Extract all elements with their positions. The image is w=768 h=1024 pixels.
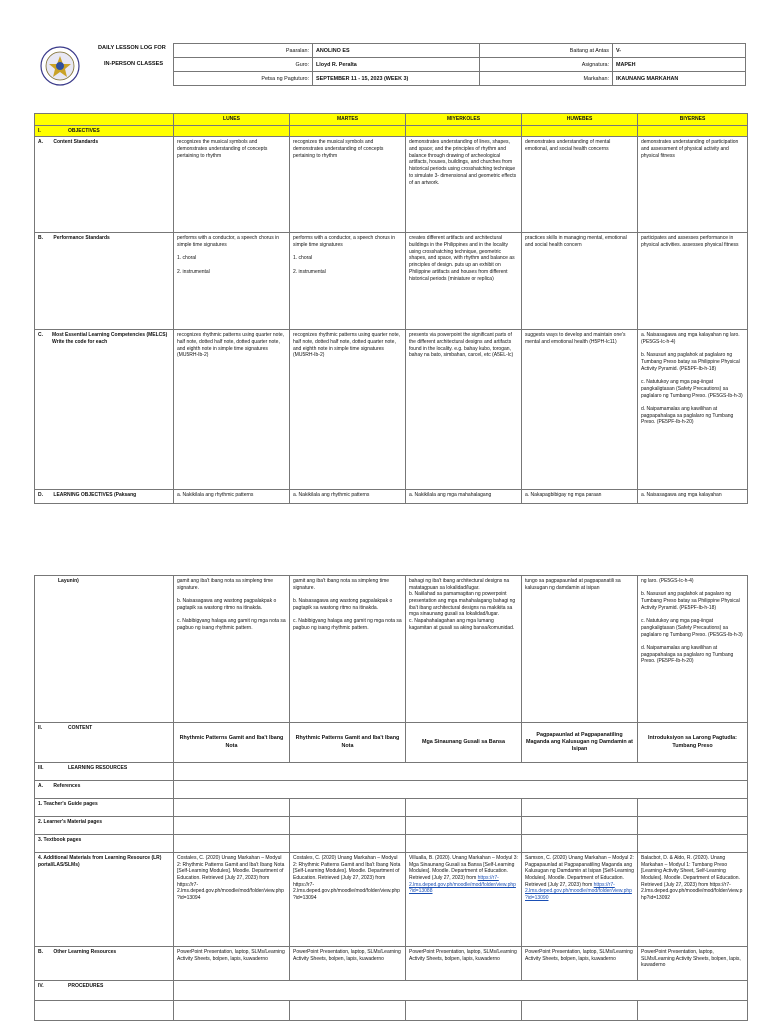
learning-objectives-cell: tungo sa pagpapaunlad at pagpapanatili sa kalusugan ng damdamin at isipan	[522, 576, 638, 723]
learning-objectives-cell: bahagi ng iba't ibang architectural designs na matatagpuan sa lokalidad/lugar. b. Naiilahad sa pamamagitan ng powerpoint presentation ang mga mahahalagang bahagi ng iba't ibang architectural designs na makikita sa mga sinaunang gusali sa lokalidad/lugar. c. Napahahalagahan ang mga lumang kagamitan at gusali sa aking bansa/komunidad.	[406, 576, 522, 723]
content-standards-cell: recognizes the musical symbols and demonstrates understanding of concepts pertaining to rhythm	[290, 137, 406, 233]
melcs-cell: a. Naisasagawa ang mga kalayahan ng laro. (PE5GS-Ic-h-4) b. Nasusuri ang paglahok at paglalaro ng Tumbang Preso batay sa Philippine Physical Activity Pyramid. (PE5PF-Ib-h-18) c. Natutukoy ang mga pag-iingat pangkaligtasan (Safety Precautions) sa paglalaro ng Tumbang Preso. (PE5GS-Ib-h-3) d. Naipamamalas ang kawilihan at pagpapahalaga sa paglalaro ng Tumbang Preso. (PE5PF-Ib-h-20)	[638, 330, 748, 490]
objectives-heading: I. OBJECTIVES	[35, 125, 174, 137]
date-value: SEPTEMBER 11 - 15, 2023 (WEEK 3)	[313, 72, 480, 86]
content-cell: Introduksiyon sa Larong Pagtudla: Tumbang Preso	[638, 723, 748, 763]
melcs-cell: presents via powerpoint the significant parts of the different architectural designs and artifacts found in the locality. e.g. bahay kubo, torogan, bahay na bato, simbahan, carcel, etc (A5EL-Ic)	[406, 330, 522, 490]
procedures-next-row	[35, 1001, 748, 1021]
learning-objectives-cell: gamit ang iba't ibang nota sa simpleng time signature. b. Naisasagawa ang wastong pagpalakpak o pagtapik sa wastong ritmo na itinakda. c. Nabibigyang halaga ang gamit ng mga nota sa pagbuo ng isang rhythmic pattern.	[174, 576, 290, 723]
performance-standards-cell: performs with a conductor, a speech chorus in simple time signatures 1. choral 2. instrumental	[174, 233, 290, 330]
procedures-row	[35, 981, 748, 1001]
performance-standards-cell: practices skills in managing mental, emotional and social health concern	[522, 233, 638, 330]
teachers-guide-row	[35, 799, 748, 817]
content-standards-heading: A. Content Standards	[35, 137, 174, 233]
page-gap	[0, 545, 768, 575]
additional-materials-cell: Costales, C. (2020) Unang Markahan – Modyul 2: Rhythmic Patterns Gamit and Iba't Ibang Nota [Self-Learning Modules]. Moodle. Department of Education. Retrieved (July 27, 2023) from https://r7-2.lms.deped.gov.ph/moodle/mod/folder/view.php?id=13094	[290, 853, 406, 947]
content-heading: II. CONTENT	[35, 723, 174, 763]
quarter-value: IKAUNANG MARKAHAN	[613, 72, 746, 86]
log-title: DAILY LESSON LOG FOR	[98, 45, 166, 51]
learning-objectives-cont-row	[35, 576, 748, 723]
subject-value: MAPEH	[613, 58, 746, 72]
other-resources-cell: PowerPoint Presentation, laptop, SLMs/Learning Activity Sheets, bolpen, lapis, kuwaderno	[638, 947, 748, 981]
day-tuesday: MARTES	[290, 114, 406, 126]
other-resources-cell: PowerPoint Presentation, laptop, SLMs/Learning Activity Sheets, bolpen, lapis, kuwaderno	[406, 947, 522, 981]
log-subtitle: IN-PERSON CLASSES	[104, 61, 164, 67]
textbook-row	[35, 835, 748, 853]
performance-standards-row	[35, 233, 748, 330]
learners-material-row	[35, 817, 748, 835]
learning-objectives-cell: gamit ang iba't ibang nota sa simpleng time signature. b. Naisasagawa ang wastong pagpalakpak o pagtapik sa wastong ritmo na itinakda. c. Nabibigyang halaga ang gamit ng mga nota sa pagbuo ng isang rhythmic pattern.	[290, 576, 406, 723]
school-value: ANOLINO ES	[313, 44, 480, 58]
school-label: Paaralan:	[174, 44, 313, 58]
teachers-guide-heading: 1. Teacher's Guide pages	[35, 799, 174, 817]
content-standards-cell: demonstrates understanding of lines, shapes, and space; and the principles of rhythm and balance through drawing of archeological artifacts, houses, buildings, and churches from historical periods using crosshatching technique to simulate 3- dimensional and geometric effects of an artwork.	[406, 137, 522, 233]
additional-materials-heading: 4. Additional Materials from Learning Resource (LR) portal/LAS/SLMs)	[35, 853, 174, 947]
other-resources-heading: B. Other Learning Resources	[35, 947, 174, 981]
day-friday: BIYERNES	[638, 114, 748, 126]
learning-resources-heading: III. LEARNING RESOURCES	[35, 763, 174, 781]
learning-objectives-cell: a. Nakikilala ang rhythmic patterns	[290, 490, 406, 504]
content-cell: Mga Sinaunang Gusali sa Bansa	[406, 723, 522, 763]
teacher-label: Guro:	[174, 58, 313, 72]
grade-value: V-	[613, 44, 746, 58]
learning-resources-row	[35, 763, 748, 781]
melcs-row	[35, 330, 748, 490]
performance-standards-cell: performs with a conductor, a speech chorus in simple time signatures 1. choral 2. instrumental	[290, 233, 406, 330]
additional-materials-row	[35, 853, 748, 947]
learners-material-heading: 2. Learner's Material pages	[35, 817, 174, 835]
melcs-heading: C. Most Essential Learning Competencies (MELCS) Write the code for each	[35, 330, 174, 490]
additional-materials-cell: Samson, C. (2020) Unang Markahan – Modyul 2: Pagpapaunlad at Pagpapanatiling Maganda ang Kalusugan ng Damdamin at Isipan [Self-Learning Modules]. Moodle. Department of Education. Retrieved (July 27, 2023) from https://r7-2.lms.deped.gov.ph/moodle/mod/folder/view.php?id=13090	[522, 853, 638, 947]
other-resources-row	[35, 947, 748, 981]
day-wednesday: MIYERKOLES	[406, 114, 522, 126]
performance-standards-heading: B. Performance Standards	[35, 233, 174, 330]
grade-label: Baitang at Antas	[480, 44, 613, 58]
subject-label: Asignatura:	[480, 58, 613, 72]
additional-materials-cell: Balacbot, D. & Aldo, R. (2020). Unang Markahan – Modyul 1: Tumbang Preso [Learning Activity Sheet, Self-Learning Modules]. Moodle. Department of Education. Retrieved (July 27, 2023) from https://r7-2.lms.deped.gov.ph/moodle/mod/folder/view.php?id=13092	[638, 853, 748, 947]
content-standards-row	[35, 137, 748, 233]
textbook-heading: 3. Textbook pages	[35, 835, 174, 853]
deped-seal-icon	[40, 46, 80, 86]
performance-standards-cell: creates different artifacts and architectural buildings in the Philippines and in the locality using crosshatching technique, geometric shapes, and space, with rhythm and balance as principles of design. puts up an exhibit on Philippine artifacts and houses from different historical periods (miniature or replica)	[406, 233, 522, 330]
lesson-log-table-page2	[34, 575, 748, 1021]
learning-objectives-row	[35, 490, 748, 504]
melcs-cell: recognizes rhythmic patterns using quarter note, half note, dotted half note, dotted quarter note, and eighth note in simple time signatures (MU5RH-Ib-2)	[174, 330, 290, 490]
additional-materials-cell: Villualla, B. (2020). Unang Markahan – Modyul 3: Mga Sinaunang Gusali sa Bansa [Self-Learning Modules]. Moodle. Department of Education. Retrieved (July 27, 2023) from https://r7-2.lms.deped.gov.ph/moodle/mod/folder/view.php?id=13088	[406, 853, 522, 947]
learning-objectives-heading: D. LEARNING OBJECTIVES (Paksang	[35, 490, 174, 504]
content-cell: Rhythmic Patterns Gamit and Iba't Ibang Nota	[174, 723, 290, 763]
additional-materials-cell: Costales, C. (2020) Unang Markahan – Modyul 2: Rhythmic Patterns Gamit and Iba't Ibang Nota [Self-Learning Modules]. Moodle. Department of Education. Retrieved (July 27, 2023) from https://r7-2.lms.deped.gov.ph/moodle/mod/folder/view.php?id=13094	[174, 853, 290, 947]
objectives-row	[35, 125, 748, 137]
module-link[interactable]: https://r7-2.lms.deped.gov.ph/moodle/mod/folder/view.php?id=13090	[525, 881, 632, 902]
module-link[interactable]: https://r7-2.lms.deped.gov.ph/moodle/mod/folder/view.php?id=13088	[409, 875, 516, 895]
learning-objectives-heading-cont: Layunin)	[35, 576, 174, 723]
content-standards-cell: demonstrates understanding of participation and assessment of physical activity and physical fitness	[638, 137, 748, 233]
learning-objectives-cell: a. Nakikilala ang mga mahahalagang	[406, 490, 522, 504]
learning-objectives-cell: ng laro. (PE5GS-Ic-h-4) b. Nasusuri ang paglahok at pagalaro ng Tumbang Preso batay sa Philippine Physical Activity Pyramid. (PE5PF-Ib-h-18) c. Natutukoy ang mga pag-iingat pangkaligtasan (Safety Precautions) sa paglalaro ng Tumbang Preso. (PE5GS-Ib-h-3) d. Naipamamalas ang kawilihan at pagpapahalaga sa paglalaro ng Tumbang Preso. (PE5PF-Ib-h-20)	[638, 576, 748, 723]
blank-header-cell	[35, 114, 174, 126]
day-monday: LUNES	[174, 114, 290, 126]
references-heading: A. References	[35, 781, 174, 799]
learning-objectives-cell: a. Nakikilala ang rhythmic patterns	[174, 490, 290, 504]
content-cell: Rhythmic Patterns Gamit and Iba't Ibang Nota	[290, 723, 406, 763]
melcs-cell: recognizes rhythmic patterns using quarter note, half note, dotted half note, dotted quarter note, and eighth note in simple time signatures (MU5RH-Ib-2)	[290, 330, 406, 490]
melcs-cell: suggests ways to develop and maintain one's mental and emotional health (H5PH-Ic11)	[522, 330, 638, 490]
content-standards-cell: demonstrates understanding of mental emotional, and social health concerns	[522, 137, 638, 233]
date-label: Petsa ng Pagtuturo:	[174, 72, 313, 86]
content-standards-cell: recognizes the musical symbols and demonstrates understanding of concepts pertaining to rhythm	[174, 137, 290, 233]
content-row	[35, 723, 748, 763]
learning-objectives-cell: a. Naisasagawa ang mga kalayahan	[638, 490, 748, 504]
references-row	[35, 781, 748, 799]
other-resources-cell: PowerPoint Presentation, laptop, SLMs/Learning Activity Sheets, bolpen, lapis, kuwaderno	[522, 947, 638, 981]
content-cell: Pagpapaunlad at Pagpapanatiling Maganda ang Kalusugan ng Damdamin at Isipan	[522, 723, 638, 763]
learning-objectives-cell: a. Nakapagbibigay ng mga paraan	[522, 490, 638, 504]
page-two	[0, 575, 768, 1024]
days-header-row	[35, 114, 748, 126]
day-thursday: HUWEBES	[522, 114, 638, 126]
other-resources-cell: PowerPoint Presentation, laptop, SLMs/Learning Activity Sheets, bolpen, lapis, kuwaderno	[290, 947, 406, 981]
quarter-label: Markahan:	[480, 72, 613, 86]
procedures-heading: IV. PROCEDURES	[35, 981, 174, 1001]
lesson-log-table-page1	[34, 113, 748, 504]
other-resources-cell: PowerPoint Presentation, laptop, SLMs/Learning Activity Sheets, bolpen, lapis, kuwaderno	[174, 947, 290, 981]
teacher-value: Lloyd R. Peralta	[313, 58, 480, 72]
performance-standards-cell: participates and assesses performance in physical activities. assesses physical fitness	[638, 233, 748, 330]
header-info-table	[173, 43, 746, 86]
